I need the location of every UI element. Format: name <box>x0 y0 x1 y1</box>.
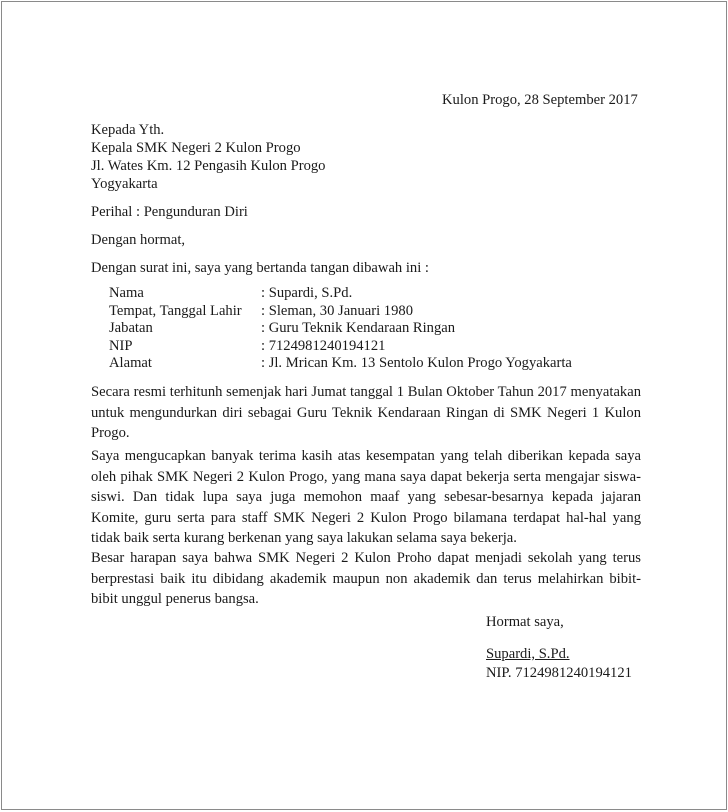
identity-label: Alamat <box>109 355 152 371</box>
identity-label: Nama <box>109 285 144 301</box>
identity-row-position <box>109 320 572 338</box>
identity-table <box>109 285 572 373</box>
paragraph-gratitude: Saya mengucapkan banyak terima kasih atas kesempatan yang telah diberikan kepada saya oleh pihak SMK Negeri 2 Kulon Progo, yang mana saya dapat bekerja serta mengajar siswa-siswi. Dan tidak lupa saya juga memohon maaf yang sebesar-besarnya kepada jajaran Komite, guru serta para staff SMK Negeri 2 Kulon Progo bilamana terdapat hal-hal yang tidak baik serta kurang berkenan yang saya lakukan selama saya bekerja. <box>91 448 641 546</box>
identity-value: : Guru Teknik Kendaraan Ringan <box>261 320 456 336</box>
letter-intro: Dengan surat ini, saya yang bertanda tangan dibawah ini : <box>91 260 429 276</box>
letter-greeting: Dengan hormat, <box>91 232 186 248</box>
recipient-line-4: Yogyakarta <box>91 176 158 192</box>
identity-value: : Sleman, 30 Januari 1980 <box>261 302 413 319</box>
identity-row-address <box>109 355 572 373</box>
paragraph-resignation: Secara resmi terhitunh semenjak hari Jumat tanggal 1 Bulan Oktober Tahun 2017 menyatakan untuk mengundurkan diri sebagai Guru Teknik Kendaraan Ringan di SMK Negeri 1 Kulon Progo. <box>91 384 641 441</box>
identity-row-birth <box>109 303 572 321</box>
identity-label: NIP <box>109 337 133 354</box>
signatory-name: Supardi, S.Pd. <box>486 646 570 662</box>
paragraph-hope: Besar harapan saya bahwa SMK Negeri 2 Kulon Proho dapat menjadi sekolah yang terus berprestasi baik itu dibidang akademik maupun non akademik dan terus melahirkan bibit-bibit unggul penerus bangsa. <box>91 550 641 607</box>
closing-text: Hormat saya, <box>486 614 564 630</box>
signatory-nip: NIP. 7124981240194121 <box>486 665 632 681</box>
identity-value: : Jl. Mrican Km. 13 Sentolo Kulon Progo Yogyakarta <box>261 355 572 371</box>
letter-subject: Perihal : Pengunduran Diri <box>91 204 248 220</box>
letter-date: Kulon Progo, 28 September 2017 <box>442 92 638 108</box>
identity-value: : 7124981240194121 <box>261 337 386 354</box>
identity-row-nip <box>109 338 572 356</box>
identity-label: Tempat, Tanggal Lahir <box>109 302 242 319</box>
letter-page <box>1 1 727 810</box>
recipient-line-1: Kepada Yth. <box>91 122 165 138</box>
recipient-line-3: Jl. Wates Km. 12 Pengasih Kulon Progo <box>91 158 326 174</box>
identity-row-name <box>109 285 572 303</box>
recipient-line-2: Kepala SMK Negeri 2 Kulon Progo <box>91 140 301 156</box>
identity-value: : Supardi, S.Pd. <box>261 285 353 301</box>
identity-label: Jabatan <box>109 320 153 336</box>
